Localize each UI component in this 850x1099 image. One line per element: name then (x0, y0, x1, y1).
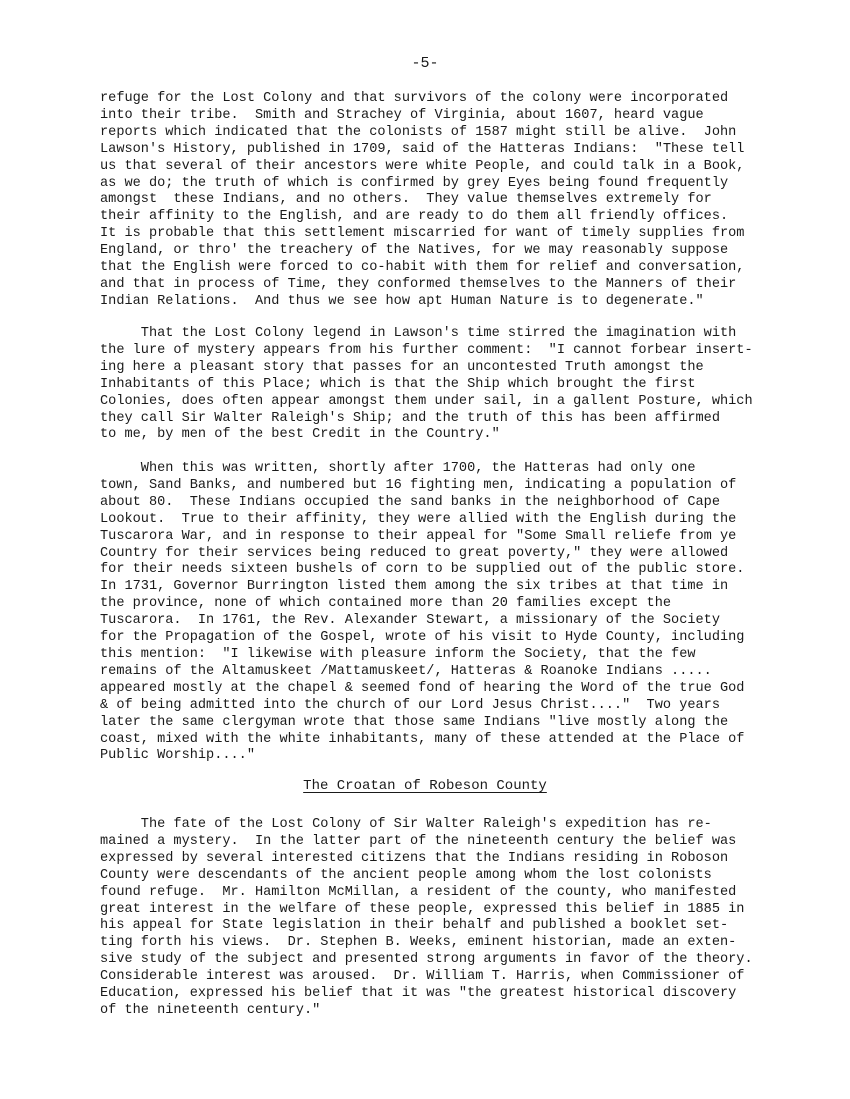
text-line: Indian Relations. And thus we see how apt Human Nature is to degenerate." (100, 293, 704, 309)
text-line: When this was written, shortly after 1700, the Hatteras had only one (100, 461, 696, 476)
text-line: Education, expressed his belief that it was "the greatest historical discovery (100, 986, 737, 1002)
text-line: into their tribe. Smith and Strachey of Virginia, about 1607, heard vague (100, 107, 704, 123)
text-line: that the English were forced to co-habit with them for relief and conversation, (100, 260, 745, 276)
text-line: remains of the Altamuskeet /Mattamuskeet/, Hatteras & Roanoke Indians ..... (100, 663, 712, 679)
paragraph-1 (100, 91, 780, 311)
text-line: for the Propagation of the Gospel, wrote of his visit to Hyde County, including (100, 630, 745, 646)
text-line: great interest in the welfare of these people, expressed this belief in 1885 in (100, 901, 745, 917)
text-line: later the same clergyman wrote that those same Indians "live mostly along the (100, 714, 729, 730)
text-line: Lookout. True to their affinity, they were allied with the English during the (100, 511, 737, 527)
text-line: to me, by men of the best Credit in the Country." (100, 427, 500, 443)
text-line: In 1731, Governor Burrington listed them among the six tribes at that time in (100, 579, 729, 595)
text-line: & of being admitted into the church of our Lord Jesus Christ...." Two years (100, 697, 720, 713)
text-line: this mention: "I likewise with pleasure inform the Society, that the few (100, 646, 696, 662)
text-line: for their needs sixteen bushels of corn to be supplied out of the public store. (100, 562, 745, 578)
text-line: of the nineteenth century." (100, 1002, 321, 1018)
text-line: The fate of the Lost Colony of Sir Walter Raleigh's expedition has re- (100, 817, 712, 832)
text-line: ing here a pleasant story that passes for an uncontested Truth amongst the (100, 359, 704, 375)
text-line: sive study of the subject and presented strong arguments in favor of the theory. (100, 952, 753, 968)
text-line: England, or thro' the treachery of the Natives, for we may reasonably suppose (100, 243, 729, 259)
text-line: their affinity to the English, and are ready to do them all friendly offices. (100, 209, 729, 225)
text-line: coast, mixed with the white inhabitants, many of these attended at the Place of (100, 731, 745, 747)
text-line: Country for their services being reduced to great poverty," they were allowed (100, 545, 729, 561)
text-line: amongst these Indians, and no others. They value themselves extremely for (100, 192, 712, 208)
text-line: Inhabitants of this Place; which is that the Ship which brought the first (100, 376, 696, 392)
text-line: Tuscarora. In 1761, the Rev. Alexander Stewart, a missionary of the Society (100, 613, 720, 629)
text-line: Public Worship...." (100, 748, 255, 764)
text-line: That the Lost Colony legend in Lawson's time stirred the imagination with (100, 326, 737, 341)
text-line: us that several of their ancestors were white People, and could talk in a Book, (100, 158, 745, 174)
text-line: Colonies, does often appear amongst them under sail, in a gallent Posture, which (100, 393, 753, 409)
text-line: appeared mostly at the chapel & seemed fond of hearing the Word of the true God (100, 680, 745, 696)
text-line: town, Sand Banks, and numbered but 16 fighting men, indicating a population of (100, 477, 737, 493)
text-line: and that in process of Time, they conformed themselves to the Manners of their (100, 276, 737, 292)
text-line: Lawson's History, published in 1709, said of the Hatteras Indians: "These tell (100, 141, 745, 157)
paragraph-3 (100, 461, 780, 765)
text-line: as we do; the truth of which is confirmed by grey Eyes being found frequently (100, 175, 729, 191)
text-line: about 80. These Indians occupied the sand banks in the neighborhood of Cape (100, 494, 720, 510)
text-line: his appeal for State legislation in their behalf and published a booklet set- (100, 918, 729, 934)
text-line: the lure of mystery appears from his further comment: "I cannot forbear insert- (100, 342, 753, 358)
text-line: they call Sir Walter Raleigh's Ship; and the truth of this has been affirmed (100, 410, 720, 426)
text-line: expressed by several interested citizens that the Indians residing in Roboson (100, 850, 729, 866)
paragraph-2 (100, 326, 780, 444)
paragraph-4 (100, 817, 780, 1020)
text-line: found refuge. Mr. Hamilton McMillan, a resident of the county, who manifested (100, 884, 737, 900)
text-line: Tuscarora War, and in response to their appeal for "Some Small reliefe from ye (100, 528, 737, 544)
text-line: refuge for the Lost Colony and that survivors of the colony were incorporated (100, 91, 729, 106)
page-number: -5- (411, 55, 439, 72)
text-line: County were descendants of the ancient people among whom the lost colonists (100, 867, 712, 883)
text-line: Considerable interest was aroused. Dr. William T. Harris, when Commissioner of (100, 969, 745, 985)
section-heading (0, 778, 850, 794)
text-line: ting forth his views. Dr. Stephen B. Weeks, eminent historian, made an exten- (100, 935, 737, 951)
text-line: It is probable that this settlement miscarried for want of timely supplies from (100, 226, 745, 242)
section-heading-text: The Croatan of Robeson County (303, 778, 547, 794)
text-line: the province, none of which contained more than 20 families except the (100, 596, 672, 612)
text-line: reports which indicated that the colonists of 1587 might still be alive. John (100, 124, 737, 140)
text-line: mained a mystery. In the latter part of the nineteenth century the belief was (100, 833, 737, 849)
